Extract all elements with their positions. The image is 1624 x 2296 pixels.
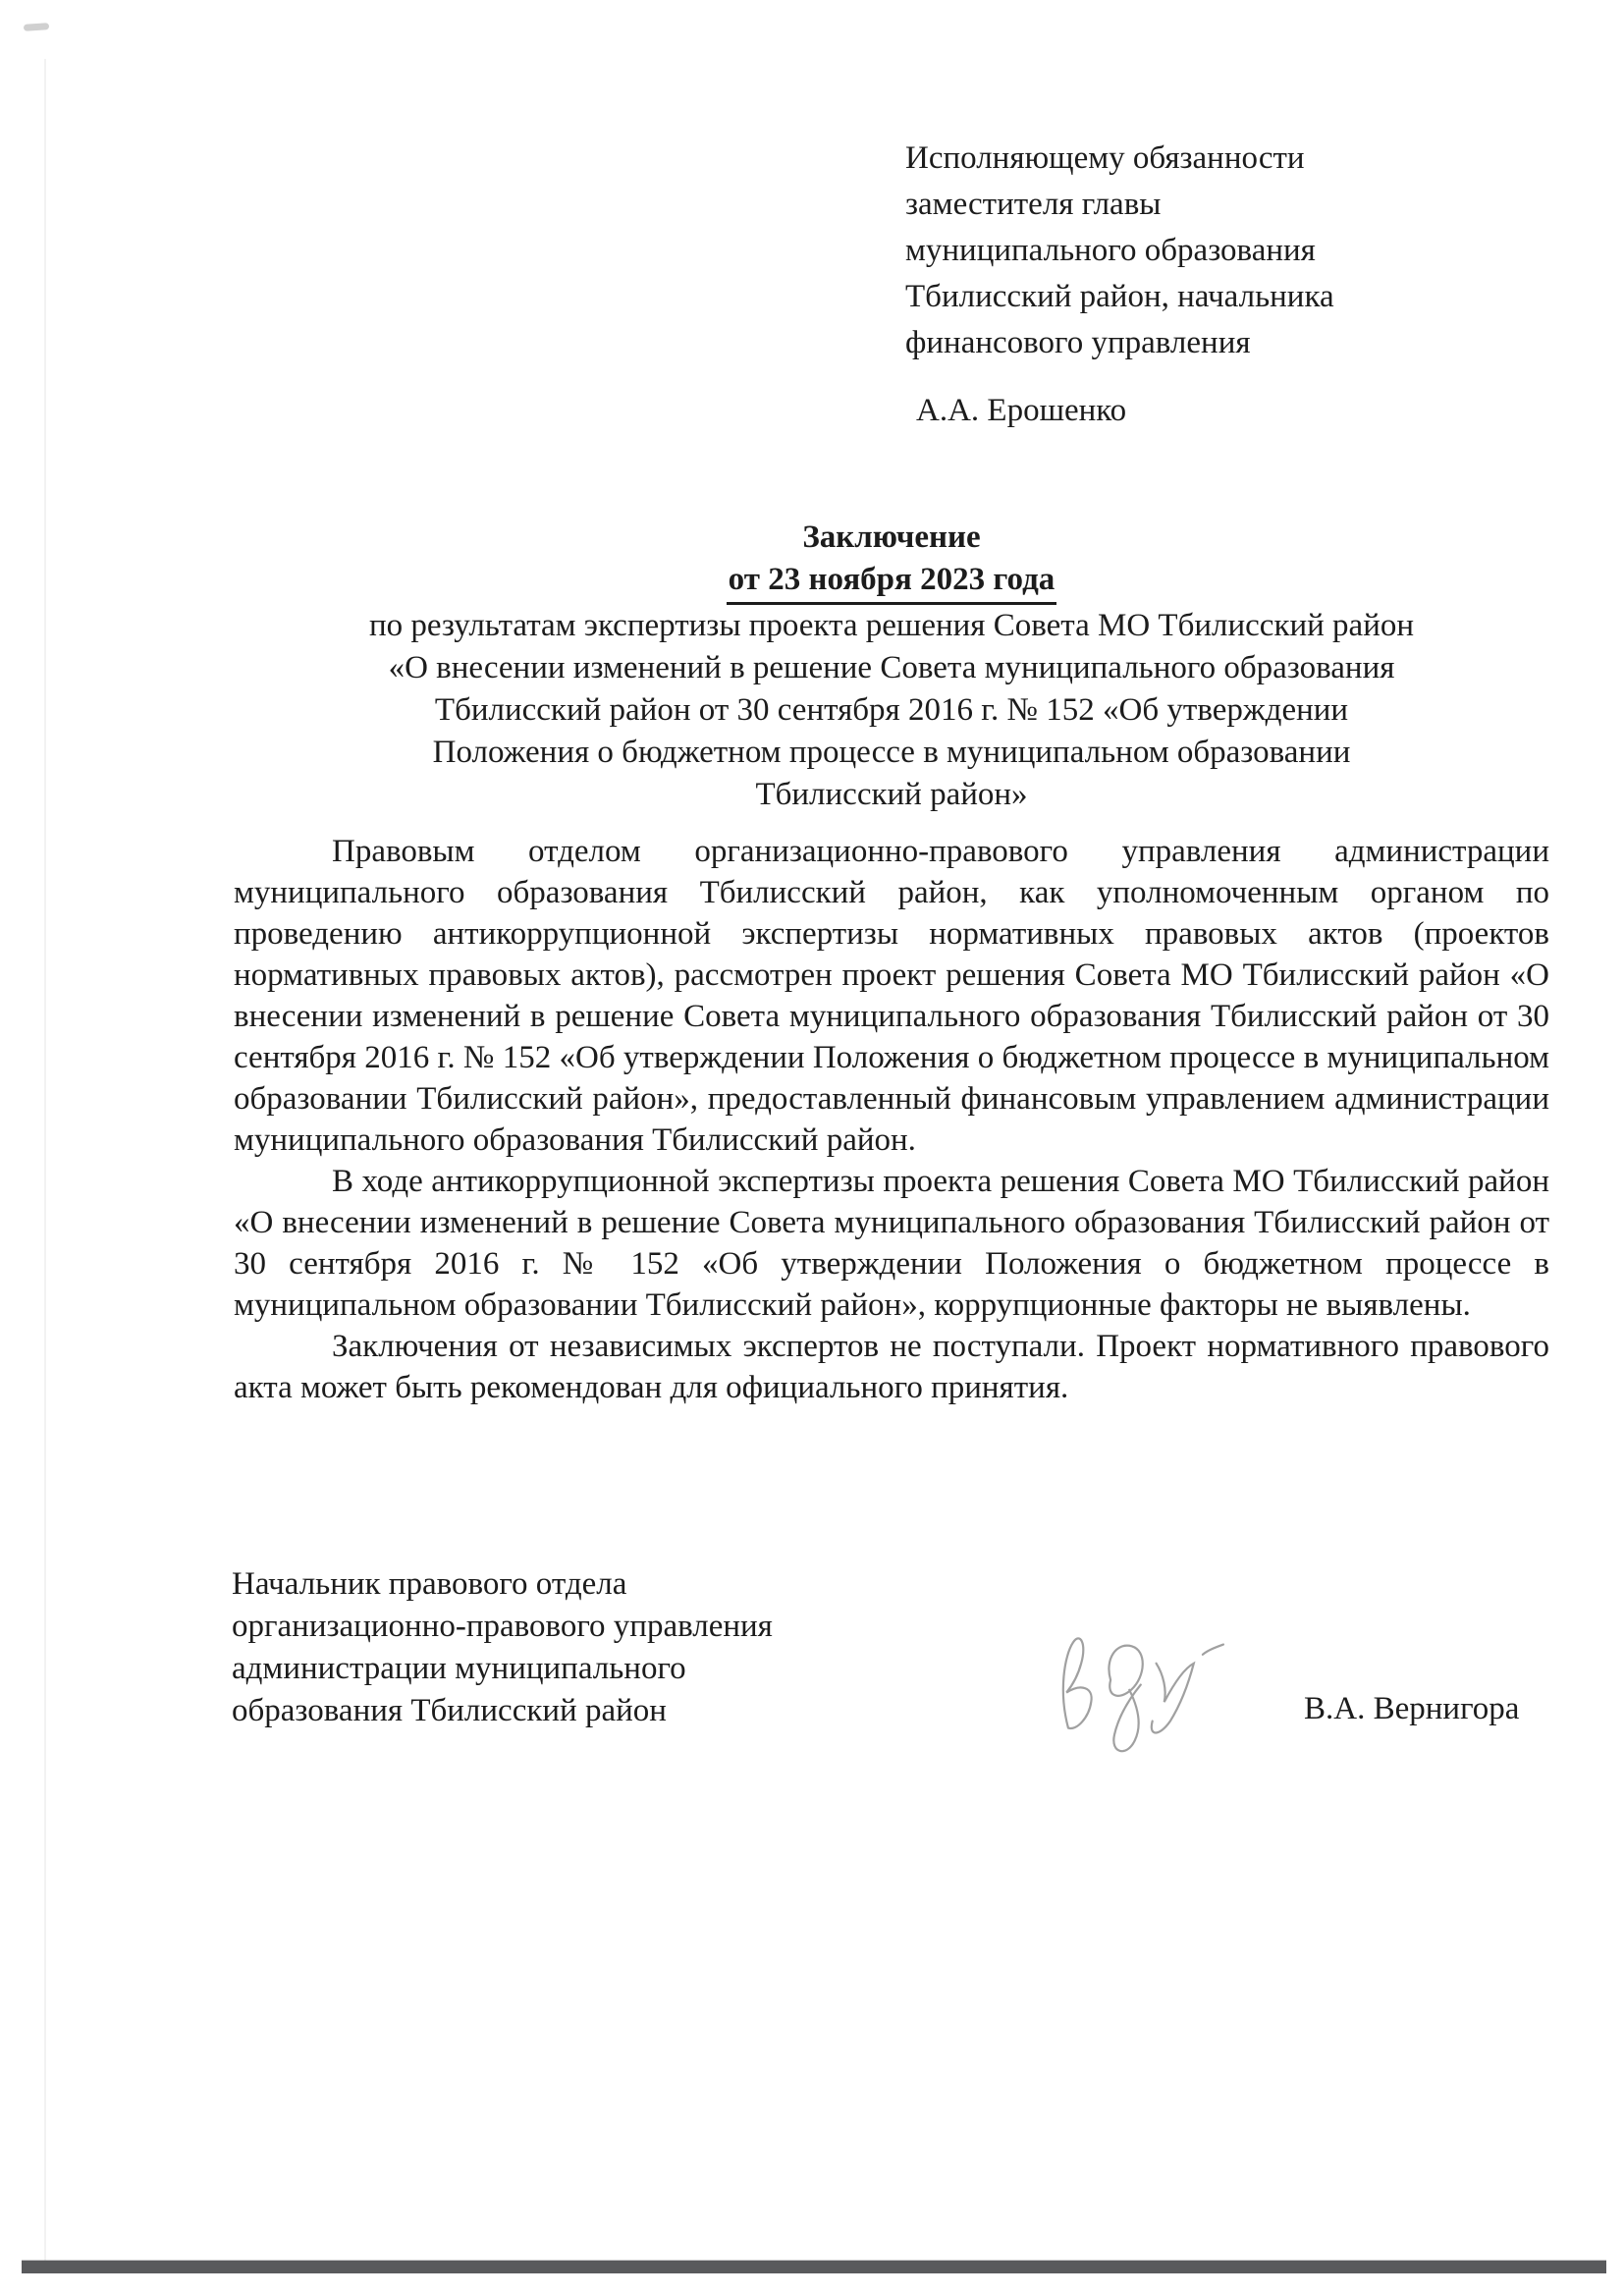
addressee-line: заместителя главы (905, 187, 1162, 222)
signature-position-line: образования Тбилисский район (232, 1693, 667, 1728)
signature-position-block (232, 1563, 919, 1732)
handwritten-signature-icon (1036, 1601, 1275, 1771)
scan-edge-band-artifact (22, 2261, 1606, 2273)
body-paragraph: В ходе антикоррупционной экспертизы проекта решения Совета МО Тбилисский район «О внесении изменений в решение Совета муниципального образования Тбилисский район от 30 сентября 2016 г. № 152 «Об утверждении Положения о бюджетном процессе в муниципальном образовании Тбилисский район», коррупционные факторы не выявлены. (234, 1164, 1549, 1323)
signature-position-line: Начальник правового отдела (232, 1566, 627, 1602)
signature-position-line: администрации муниципального (232, 1651, 686, 1686)
signature-name: В.А. Вернигора (1304, 1691, 1520, 1726)
addressee-block (905, 136, 1416, 366)
heading-subtitle-line: Положения о бюджетном процессе в муниципальном образовании (432, 735, 1351, 770)
body-paragraph: Правовым отделом организационно-правового управления администрации муниципального образования Тбилисский район, как уполномоченным органом по проведению антикоррупционной экспертизы нормативных правовых актов (проектов нормативных правовых актов), рассмотрен проект решения Совета МО Тбилисский район «О внесении изменений в решение Совета муниципального образования Тбилисский район от 30 сентября 2016 г. № 152 «Об утверждении Положения о бюджетном процессе в муниципальном образовании Тбилисский район», предоставленный финансовым управлением администрации муниципального образования Тбилисский район. (234, 834, 1549, 1158)
document-heading (234, 517, 1549, 816)
body-text-block (234, 831, 1549, 1408)
addressee-line: муниципального образования (905, 233, 1316, 268)
addressee-line: финансового управления (905, 325, 1251, 360)
heading-subtitle-line: по результатам экспертизы проекта решения Совета МО Тбилисский район (368, 608, 1415, 643)
heading-date: от 23 ноября 2023 года (727, 559, 1057, 605)
addressee-line: Тбилисский район, начальника (905, 279, 1334, 314)
body-paragraph: Заключения от независимых экспертов не поступали. Проект нормативного правового акта может быть рекомендован для официального принятия. (234, 1329, 1549, 1405)
heading-subtitle-line: Тбилисский район от 30 сентября 2016 г. № 152 «Об утверждении (434, 692, 1349, 728)
addressee-name: А.А. Ерошенко (916, 393, 1127, 428)
addressee-line: Исполняющему обязанности (905, 140, 1305, 176)
heading-subtitle-line: Тбилисский район» (755, 777, 1028, 812)
scan-vertical-line-artifact (44, 59, 46, 2261)
heading-title: Заключение (802, 519, 981, 555)
heading-subtitle-line: «О внесении изменений в решение Совета муниципального образования (388, 650, 1395, 685)
scan-smudge-artifact (24, 23, 49, 31)
signature-position-line: организационно-правового управления (232, 1609, 773, 1644)
